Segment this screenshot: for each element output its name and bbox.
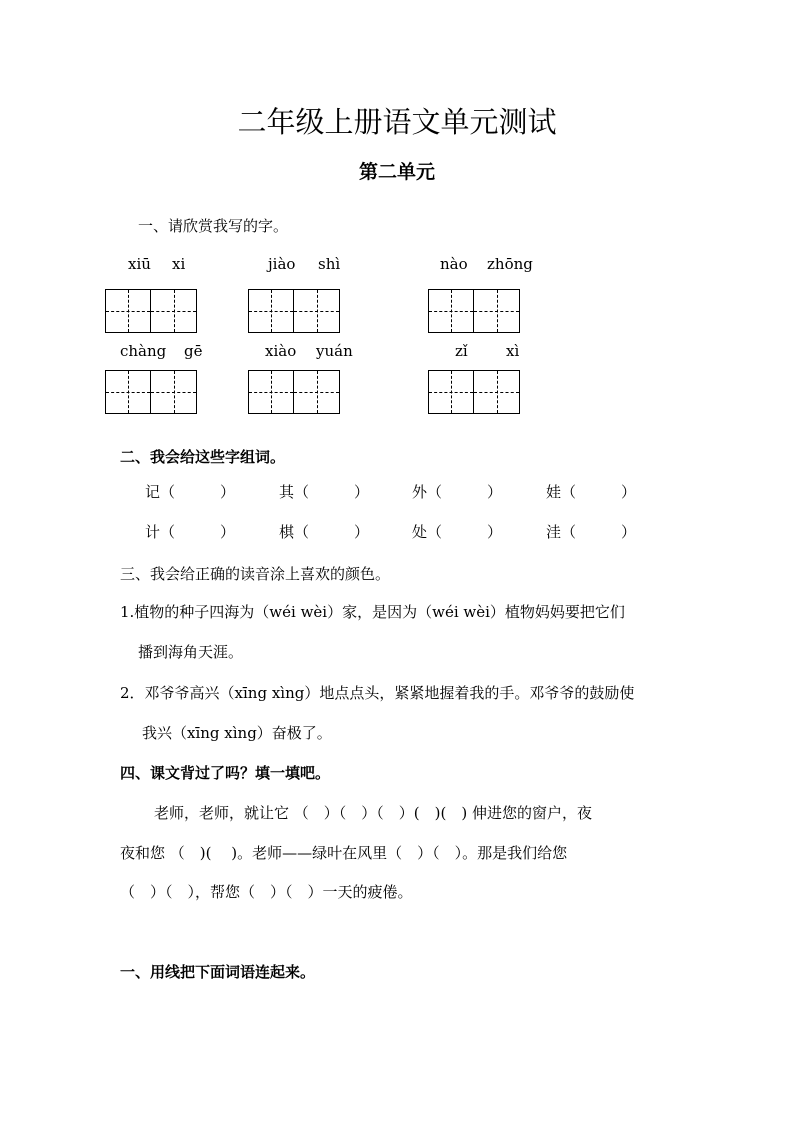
word-blank[interactable]: 计（ ） — [145, 523, 236, 541]
pinyin-3a: nào — [440, 255, 468, 273]
pinyin-2a: jiào — [268, 255, 296, 273]
writing-grid[interactable] — [428, 289, 520, 333]
page-subtitle: 第二单元 — [358, 161, 435, 183]
pinyin-1a: xiū — [128, 255, 151, 273]
pinyin-5b: yuán — [316, 342, 353, 360]
fill-line-2: 夜和您 （ )( )。老师——绿叶在风里（ ）（ ）。那是我们给您 — [120, 844, 568, 862]
writing-grid[interactable] — [105, 370, 197, 414]
pinyin-5a: xiào — [265, 342, 297, 360]
section5-heading: 一、用线把下面词语连起来。 — [120, 963, 316, 981]
section2-heading: 二、我会给这些字组词。 — [120, 448, 286, 466]
fill-line-1: 老师，老师，就让它 （ ）（ ）（ ）( )( ) 伸进您的窗户，夜 — [154, 804, 592, 822]
question-2-line2: 我兴（xīng xìng）奋极了。 — [142, 724, 332, 742]
word-blank[interactable]: 外（ ） — [412, 483, 503, 501]
question-1-line2: 播到海角天涯。 — [138, 643, 244, 661]
pinyin-6b: xì — [506, 342, 520, 360]
section3-heading: 三、我会给正确的读音涂上喜欢的颜色。 — [120, 565, 391, 583]
section4-heading: 四、课文背过了吗？填一填吧。 — [120, 764, 331, 782]
writing-grid[interactable] — [428, 370, 520, 414]
section1-heading: 一、请欣赏我写的字。 — [138, 217, 289, 235]
pinyin-1b: xi — [172, 255, 186, 273]
word-blank[interactable]: 洼（ ） — [546, 523, 637, 541]
pinyin-4a: chàng — [120, 342, 167, 360]
word-blank[interactable]: 其（ ） — [279, 483, 370, 501]
writing-grid[interactable] — [105, 289, 197, 333]
word-blank[interactable]: 娃（ ） — [546, 483, 637, 501]
word-blank[interactable]: 记（ ） — [145, 483, 236, 501]
word-blank[interactable]: 棋（ ） — [279, 523, 370, 541]
writing-grid[interactable] — [248, 370, 340, 414]
page-title: 二年级上册语文单元测试 — [237, 105, 557, 139]
pinyin-4b: gē — [184, 342, 203, 360]
question-1-line1: 1.植物的种子四海为（wéi wèi）家，是因为（wéi wèi）植物妈妈要把它们 — [120, 603, 625, 621]
pinyin-2b: shì — [318, 255, 341, 273]
question-2-line1: 2．邓爷爷高兴（xīng xìng）地点点头，紧紧地握着我的手。邓爷爷的鼓励使 — [120, 684, 635, 702]
pinyin-6a: zǐ — [455, 342, 468, 360]
pinyin-3b: zhōng — [487, 255, 533, 273]
word-blank[interactable]: 处（ ） — [412, 523, 503, 541]
writing-grid[interactable] — [248, 289, 340, 333]
fill-line-3: （ ）（ ），帮您（ ）（ ）一天的疲倦。 — [120, 883, 413, 901]
